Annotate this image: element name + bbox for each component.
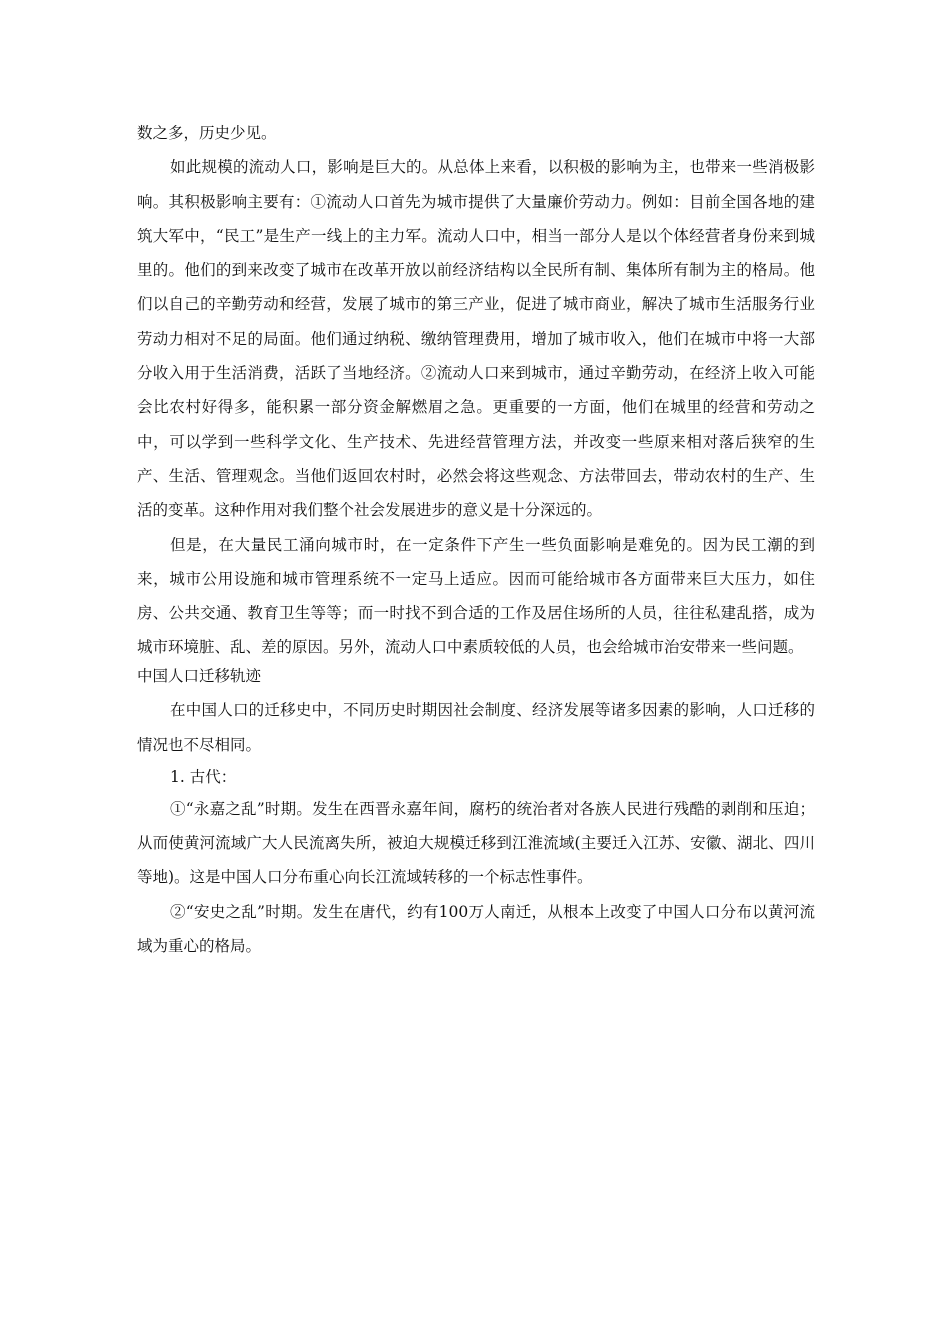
paragraph-negative-impact: 但是，在大量民工涌向城市时，在一定条件下产生一些负面影响是难免的。因为民工潮的到来，城市公用设施和城市管理系统不一定马上适应。因而可能给城市各方面带来巨大压力，如住房、公共交通、教育卫生等等；而一时找不到合适的工作及居住场所的人员，往往私建乱搭，成为城市环境脏、乱、差的原因。另外，流动人口中素质较低的人员，也会给城市治安带来一些问题。 [137,535,815,657]
paragraph-anshi: ②“安史之乱”时期。发生在唐代，约有100万人南迁，从根本上改变了中国人口分布以黄河流域为重心的格局。 [137,902,815,956]
list-heading-ancient: 1. 古代： [170,767,237,786]
paragraph-yongjia: ①“永嘉之乱”时期。发生在西晋永嘉年间，腐朽的统治者对各族人民进行残酷的剥削和压迫；从而使黄河流域广大人民流离失所，被迫大规模迁移到江淮流域(主要迁入江苏、安徽、湖北、四川等地)。这是中国人口分布重心向长江流域转移的一个标志性事件。 [137,799,815,887]
paragraph-migration-intro: 在中国人口的迁移史中，不同历史时期因社会制度、经济发展等诸多因素的影响，人口迁移的情况也不尽相同。 [137,701,815,754]
document-page [137,116,815,963]
paragraph-continuation: 数之多，历史少见。 [137,124,277,142]
paragraph-positive-impact: 如此规模的流动人口，影响是巨大的。从总体上来看，以积极的影响为主，也带来一些消极影响。其积极影响主要有：①流动人口首先为城市提供了大量廉价劳动力。例如：目前全国各地的建筑大军中，“民工”是生产一线上的主力军。流动人口中，相当一部分人是以个体经营者身份来到城里的。他们的到来改变了城市在改革开放以前经济结构以全民所有制、集体所有制为主的格局。他们以自己的辛勤劳动和经营，发展了城市的第三产业，促进了城市商业，解决了城市生活服务行业劳动力相对不足的局面。他们通过纳税、缴纳管理费用，增加了城市收入，他们在城市中将一大部分收入用于生活消费，活跃了当地经济。②流动人口来到城市，通过辛勤劳动，在经济上收入可能会比农村好得多，能积累一部分资金解燃眉之急。更重要的一方面，他们在城里的经营和劳动之中，可以学到一些科学文化、生产技术、先进经营管理方法，并改变一些原来相对落后狭窄的生产、生活、管理观念。当他们返回农村时，必然会将这些观念、方法带回去，带动农村的生产、生活的变革。这种作用对我们整个社会发展进步的意义是十分深远的。 [137,158,815,520]
section-heading: 中国人口迁移轨迹 [137,666,262,685]
